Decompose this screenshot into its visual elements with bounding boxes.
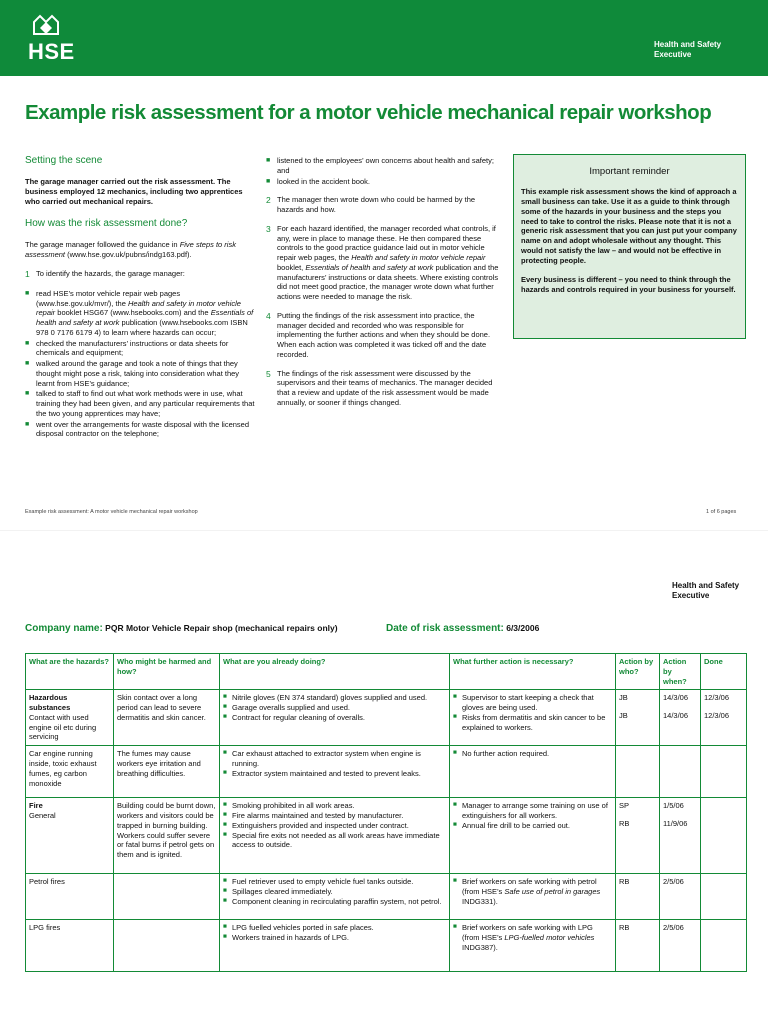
reminder-text-1: This example risk assessment shows the kind of approach a small business can take. Use it as a guide to think through some of the hazards in your business and the steps you need to take to control the risks. Please note that it is not a generic risk assessment that you can just put your company name on and adopt wholesale without any thought. This would not satisfy the law – and would not be effective in protecting people. [521,187,737,265]
doing-cell: ■ Fuel retriever used to empty vehicle fuel tanks outside. ■ Spillages cleared immediately. ■ Component cleaning in recirculating paraffin system, not petrol. [220,874,450,920]
action-who-cell: RB [616,920,660,972]
further-action-cell: ■ Brief workers on safe working with petrol (from HSE’s Safe use of petrol in garages INDG331). [450,874,616,920]
col-header-who-harmed: Who might be harmed and how? [114,654,220,690]
header-banner [0,0,768,76]
reminder-title: Important reminder [589,166,670,177]
action-when-cell: 14/3/06 14/3/06 [660,690,701,746]
col-header-further-action: What further action is necessary? [450,654,616,690]
done-cell [701,920,747,972]
col-header-done: Done [701,654,747,690]
further-action-cell: ■ Brief workers on safe working with LPG (from HSE’s LPG-fuelled motor vehicles INDG387). [450,920,616,972]
who-harmed-cell: The fumes may cause workers eye irritation and breathing difficulties. [114,746,220,798]
important-reminder-box [513,154,746,339]
agency-name-page2: Health and Safety Executive [672,581,740,600]
step-4: 4 Putting the findings of the risk assessment into practice, the manager decided and recorded who was responsible for implementing the further actions and when they should be done. When each action was completed it was ticked off and the date recorded. [266,310,491,359]
table-row [26,798,747,874]
who-harmed-cell [114,920,220,972]
footer-doc-title: Example risk assessment: A motor vehicle mechanical repair workshop [25,509,198,515]
action-when-cell: 1/5/06 11/9/06 [660,798,701,874]
further-action-cell: ■ No further action required. [450,746,616,798]
list-item: ■ checked the manufacturers’ instructions or data sheets for chemicals and equipment; [25,338,229,358]
heading-how-done: How was the risk assessment done? [25,218,188,230]
doing-cell: ■ Smoking prohibited in all work areas. ■ Fire alarms maintained and tested by manufacturer. ■ Extinguishers provided and inspected under contract. ■ Special fire exits not needed as all work areas have immediate access to outside. [220,798,450,874]
list-item: ■ read HSE’s motor vehicle repair web pages (www.hse.gov.uk/mvr/), the Health and safety in motor vehicle repair booklet HSG67 (www.hsebooks.com) and the Essentials of health and safety at work publication (www.hsebooks.com ISBN 978 0 7176 6179 4) to learn where hazards can occur; [25,288,254,337]
col-header-action-when: Action by when? [660,654,701,690]
who-harmed-cell: Skin contact over a long period can lead to severe dermatitis and skin cancer. [114,690,220,746]
action-who-cell: JB JB [616,690,660,746]
further-action-cell: ■ Supervisor to start keeping a check that gloves are being used. ■ Risks from dermatitis and skin cancer to be explained to workers. [450,690,616,746]
step-5: 5 The findings of the risk assessment were discussed by the supervisors and their teams of mechanics. The manager decided that a review and update of the risk assessment would be made annually, or sooner if things changed. [266,368,493,407]
table-row [26,690,747,746]
done-cell [701,746,747,798]
hse-crown-icon [32,12,60,36]
step1-bullets [25,289,255,439]
hazard-cell: Petrol fires [26,874,114,920]
logo-text: HSE [28,39,75,64]
list-item: ■ looked in the accident book. [266,176,370,186]
further-action-cell: ■ Manager to arrange some training on use of extinguishers for all workers. ■ Annual fire drill to be carried out. [450,798,616,874]
page-title: Example risk assessment for a motor vehicle mechanical repair workshop [25,101,712,124]
column-middle [266,156,500,417]
done-cell: 12/3/06 12/3/06 [701,690,747,746]
hazard-cell: LPG fires [26,920,114,972]
hazard-cell: Hazardous substances Contact with used engine oil etc during servicing [26,690,114,746]
step-3: 3 For each hazard identified, the manager recorded what controls, if any, were in place to manage these. He then compared these controls to the good practice guidance laid out in motor vehicle repair web pages, the Health and safety in motor vehicle repair booklet, Essentials of health and safety at work publication and the manufacturers’ instructions or data sheets. Where existing controls did not meet good practice, the manager wrote down what further actions were needed to manage the risk. [266,223,499,301]
who-harmed-cell [114,874,220,920]
doing-cell: ■ Nitrile gloves (EN 374 standard) gloves supplied and used. ■ Garage overalls supplied and used. ■ Contract for regular cleaning of overalls. [220,690,450,746]
col-header-action-who: Action by who? [616,654,660,690]
list-item: ■ went over the arrangements for waste disposal with the licensed disposal contractor on the telephone; [25,419,250,439]
action-who-cell: RB [616,874,660,920]
reminder-text-2: Every business is different – you need to think through the hazards and controls required in your business for yourself. [521,275,736,295]
table-row [26,920,747,972]
col-header-already-doing: What are you already doing? [220,654,450,690]
action-who-cell [616,746,660,798]
how-text: The garage manager followed the guidance in Five steps to risk assessment (www.hse.gov.uk/pubns/indg163.pdf). [25,240,236,259]
action-when-cell: 2/5/06 [660,920,701,972]
table-row [26,746,747,798]
list-item: ■ walked around the garage and took a note of things that they thought might pose a risk, taking into consideration what they learnt from HSE’s guidance; [25,359,240,388]
who-harmed-cell: Building could be burnt down, workers and visitors could be trapped in burning building. Workers could suffer severe or fatal burns if petrol gets on them and is ignited. [114,798,220,874]
step-2: 2 The manager then wrote down who could be harmed by the hazards and how. [266,195,476,214]
hazard-cell: Car engine running inside, toxic exhaust fumes, eg carbon monoxide [26,746,114,798]
action-who-cell: SP RB [616,798,660,874]
table-row [26,874,747,920]
company-name: Company name: PQR Motor Vehicle Repair shop (mechanical repairs only) [25,623,338,634]
agency-name: Health and Safety Executive [654,40,722,59]
hse-logo [28,12,88,64]
done-cell [701,798,747,874]
step-1: 1 To identify the hazards, the garage manager: [25,268,185,279]
table-header-row [26,654,747,690]
list-item: ■ talked to staff to find out what work methods were in use, what training they had been given, and any particular requirements that the two young apprentices may have; [25,389,255,418]
doing-cell: ■ LPG fuelled vehicles ported in safe places. ■ Workers trained in hazards of LPG. [220,920,450,972]
risk-table [25,653,747,972]
list-item: ■ listened to the employees’ own concerns about health and safety; and [266,156,494,175]
doing-cell: ■ Car exhaust attached to extractor system when engine is running. ■ Extractor system maintained and tested to prevent leaks. [220,746,450,798]
assessment-date: Date of risk assessment: 6/3/2006 [386,623,540,634]
action-when-cell [660,746,701,798]
col-header-hazards: What are the hazards? [26,654,114,690]
column-left [25,154,255,440]
footer-page-count: 1 of 6 pages [706,509,737,515]
action-when-cell: 2/5/06 [660,874,701,920]
done-cell [701,874,747,920]
heading-setting-scene: Setting the scene [25,155,103,166]
page-divider [0,530,768,531]
scene-text: The garage manager carried out the risk assessment. The business employed 12 mechanics, including two apprentices who carried out mechanical repairs. [25,177,243,206]
hazard-cell: Fire General [26,798,114,874]
